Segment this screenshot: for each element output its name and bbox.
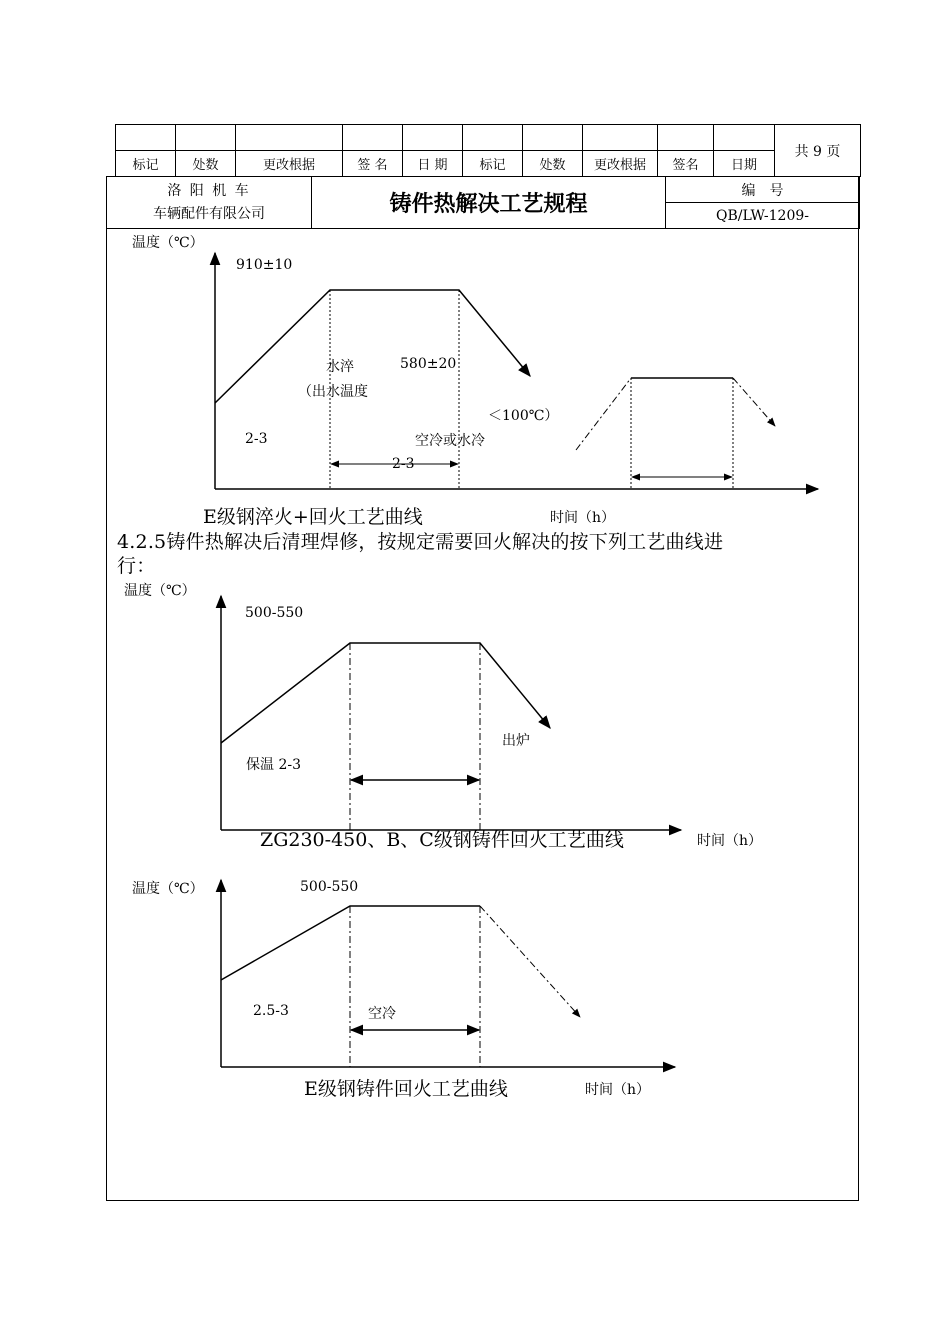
chart1-quench-label: 水淬 — [326, 359, 354, 375]
header-basis-2: 更改根据 — [583, 151, 658, 177]
company-line1: 洛 阳 机 车 — [167, 182, 251, 199]
chart3-hold: 2.5-3 — [253, 1003, 289, 1019]
header-count: 处数 — [176, 151, 236, 177]
code-label: 编 号 — [666, 177, 860, 203]
header-sign: 签 名 — [343, 151, 403, 177]
chart3-x-label: 时间（h） — [585, 1082, 651, 1098]
header-date-2: 日期 — [714, 151, 775, 177]
chart1-hold-time: 2-3 — [392, 456, 415, 472]
chart3-cooling: 空冷 — [368, 1006, 396, 1022]
chart2-hold: 保温 2-3 — [246, 757, 301, 773]
chart1-below-100: ＜100℃） — [488, 408, 559, 424]
chart3-caption: E级钢铸件回火工艺曲线 — [304, 1078, 508, 1100]
chart1-quench-note: （出水温度 — [298, 384, 368, 400]
chart2-x-label: 时间（h） — [697, 833, 763, 849]
company-line2: 车辆配件有限公司 — [153, 205, 265, 222]
chart2-out: 出炉 — [502, 733, 530, 749]
code-value: QB/LW-1209- — [666, 203, 860, 229]
chart1-temper-drop — [733, 378, 775, 426]
chart1-temp-quench: 910±10 — [236, 257, 293, 273]
chart2-temp: 500-550 — [245, 605, 304, 621]
chart2-curve — [221, 643, 550, 743]
header-sign-2: 签名 — [658, 151, 714, 177]
chart1-temp-temper: 580±20 — [400, 356, 457, 372]
chart1-quench-curve — [215, 290, 530, 403]
paragraph-line2: 行： — [117, 555, 156, 577]
header-mark: 标记 — [116, 151, 176, 177]
chart1-caption: E级钢淬火+回火工艺曲线 — [203, 506, 423, 528]
chart2-y-label: 温度（℃） — [124, 583, 196, 599]
chart3-cool-line — [480, 906, 580, 1017]
chart1-heat-time: 2-3 — [245, 431, 268, 447]
chart3-y-label: 温度（℃） — [132, 881, 204, 897]
chart1-y-label: 温度（℃） — [132, 235, 204, 251]
chart1-cooling: 空冷或水冷 — [415, 433, 485, 449]
paragraph-line1: 4.2.5铸件热解决后清理焊修，按规定需要回火解决的按下列工艺曲线进 — [117, 531, 724, 553]
header-mark-2: 标记 — [463, 151, 523, 177]
header-basis: 更改根据 — [236, 151, 343, 177]
chart1-temper-rise — [576, 378, 631, 450]
chart2-caption: ZG230-450、B、C级钢铸件回火工艺曲线 — [260, 829, 624, 851]
page-count: 共 9 页 — [775, 125, 861, 177]
chart1-x-label: 时间（h） — [550, 510, 616, 526]
header-date: 日 期 — [403, 151, 463, 177]
header-count-2: 处数 — [523, 151, 583, 177]
document-title: 铸件热解决工艺规程 — [312, 177, 666, 229]
chart3-temp: 500-550 — [300, 879, 359, 895]
